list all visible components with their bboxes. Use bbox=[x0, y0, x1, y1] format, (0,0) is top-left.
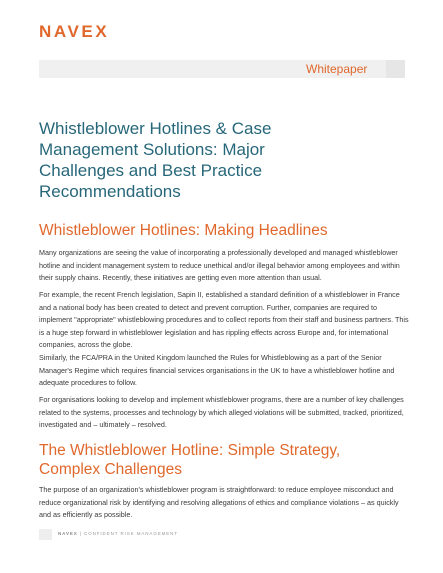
document-type-label: Whitepaper bbox=[306, 62, 368, 76]
section-heading-making-headlines: Whistleblower Hotlines: Making Headlines bbox=[39, 222, 328, 239]
paragraph: For example, the recent French legislation, Sapin II, established a standard definition of a whistleblower in France and a national body has been created to detect and prevent corruption. Further, companies are required to implement "appropriate" whistleblowing procedures and to collect reports from their staff and business partners. This is a huge step forward in whistleblower legislation and has rippling effects across Europe and, for international companies, across the globe. bbox=[39, 290, 409, 349]
document-title: Whistleblower Hotlines & Case Management Solutions: Major Challenges and Best Practice Recommendations bbox=[39, 119, 272, 201]
navex-logo: NAVEX bbox=[39, 22, 110, 41]
footer-page-marker bbox=[39, 529, 52, 540]
footer-brand: NAVEX bbox=[58, 531, 78, 536]
paragraph: The purpose of an organization's whistleblower program is straightforward: to reduce employee misconduct and reduce organizational risk by identifying and resolving allegations of ethics and compliance violations – as quickly and as efficiently as possible. bbox=[39, 485, 399, 519]
header-band-end bbox=[386, 60, 405, 78]
footer-separator: | bbox=[79, 531, 82, 536]
paragraph: For organisations looking to develop and implement whistleblower programs, there are a number of key challenges related to the systems, processes and technology by which alleged violations will be submitted, tracked, prioritized, investigated and – ultimately – resolved. bbox=[39, 395, 404, 429]
section-heading-simple-strategy: The Whistleblower Hotline: Simple Strategy, Complex Challenges bbox=[39, 442, 341, 478]
paragraph: Many organizations are seeing the value of incorporating a professionally developed and managed whistleblower hotline and incident management system to reduce unethical and/or illegal behavior among employees and within their supply chains. Recently, these initiatives are getting even more attention than usual. bbox=[39, 248, 400, 282]
paragraph: Similarly, the FCA/PRA in the United Kingdom launched the Rules for Whistleblowing as a part of the Senior Manager's Regime which requires financial services organisations in the UK to have a whistleblower hotline and adequate procedures to follow. bbox=[39, 353, 395, 387]
footer-tagline: CONFIDENT RISK MANAGEMENT bbox=[84, 531, 178, 536]
footer bbox=[58, 531, 178, 536]
